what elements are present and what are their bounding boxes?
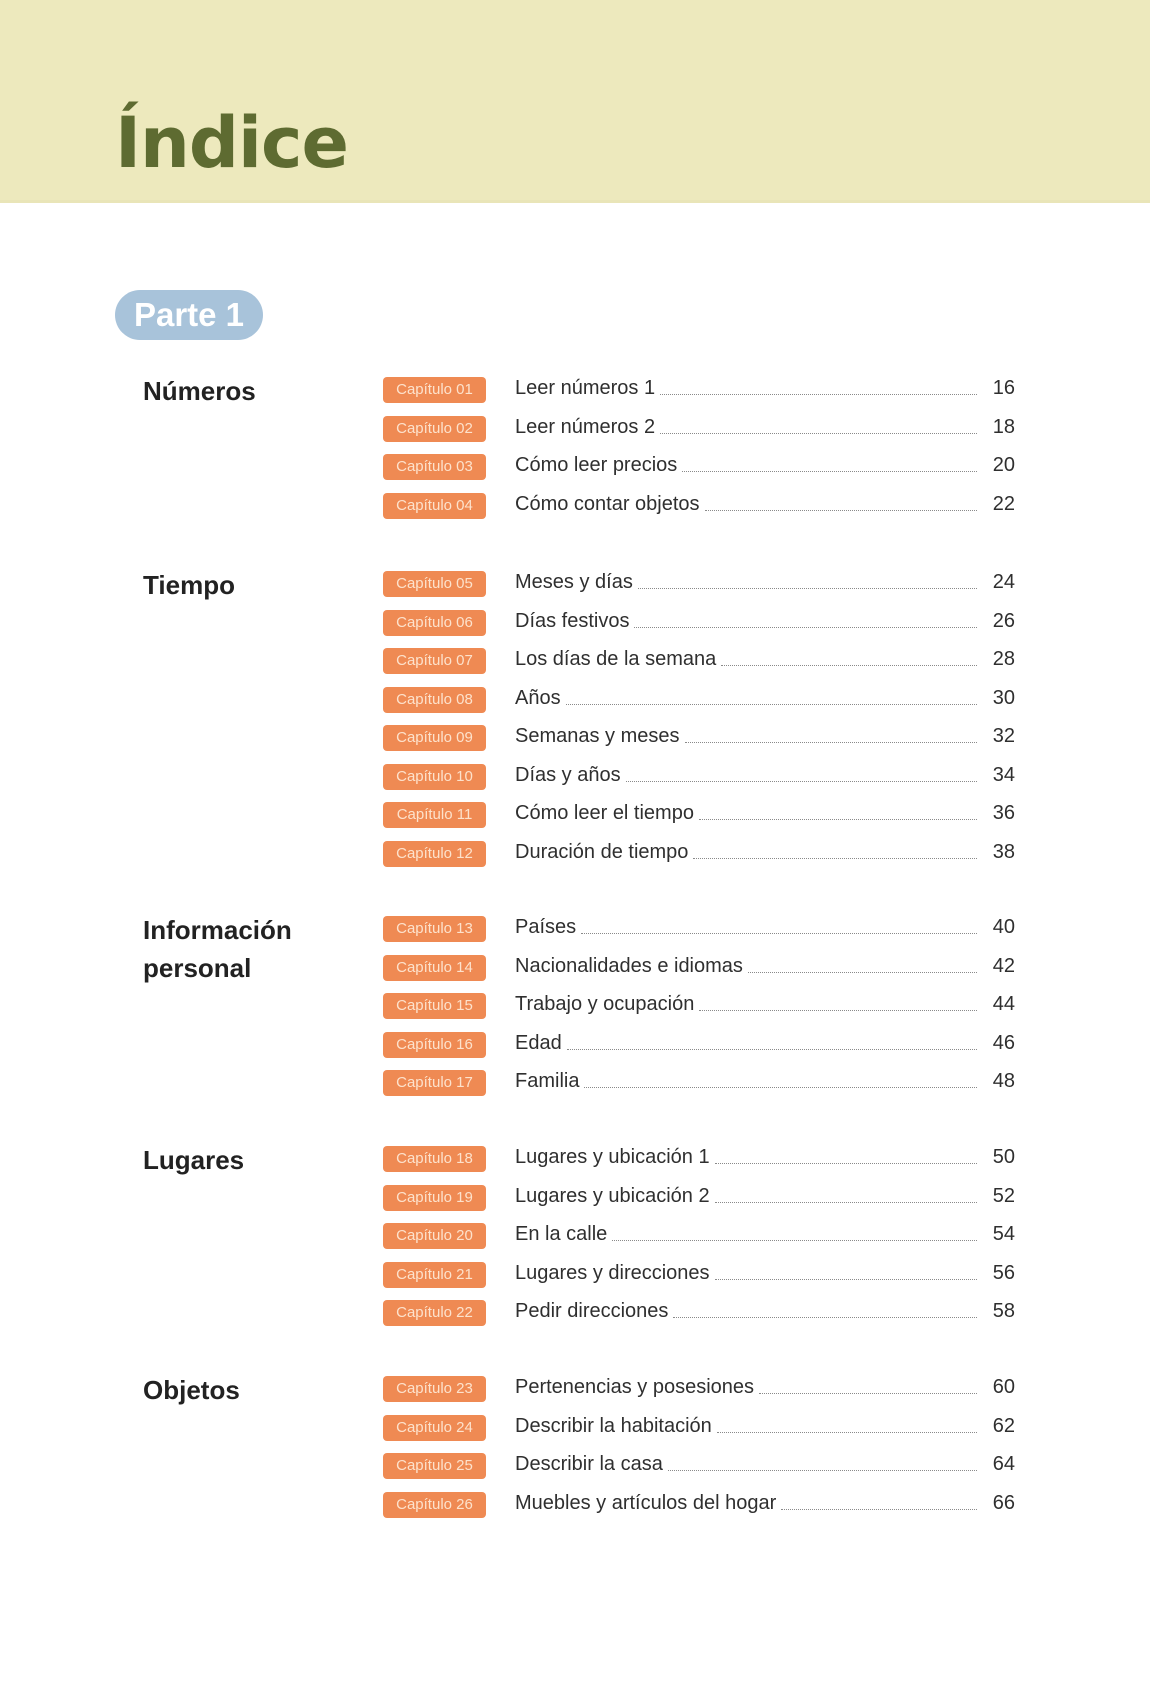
chapter-badge: Capítulo 04 — [383, 493, 486, 519]
entry-title[interactable]: Cómo contar objetos — [515, 492, 700, 515]
toc-entry[interactable] — [0, 1448, 1150, 1487]
dot-leader — [566, 703, 977, 705]
entry-line — [515, 452, 1015, 478]
dot-leader — [567, 1048, 977, 1050]
page-number: 46 — [992, 1031, 1015, 1054]
dot-leader — [715, 1201, 977, 1203]
entry-line — [515, 1413, 1015, 1439]
toc-entry[interactable] — [0, 836, 1150, 875]
entry-line — [515, 685, 1015, 711]
chapter-badge: Capítulo 23 — [383, 1376, 486, 1402]
entry-title[interactable]: Duración de tiempo — [515, 840, 689, 863]
entry-line — [515, 375, 1015, 401]
chapter-badge: Capítulo 06 — [383, 610, 486, 636]
section-title: Lugares — [143, 1145, 245, 1175]
page-number: 66 — [992, 1491, 1015, 1514]
entry-line — [515, 414, 1015, 440]
chapter-badge: Capítulo 22 — [383, 1300, 486, 1326]
chapter-badge: Capítulo 16 — [383, 1032, 486, 1058]
toc-entry[interactable] — [0, 1371, 1150, 1410]
page-number: 24 — [992, 571, 1015, 593]
dot-leader — [584, 1086, 977, 1088]
dot-leader — [693, 857, 977, 859]
toc-entry[interactable] — [0, 720, 1150, 759]
entry-line — [515, 608, 1015, 634]
dot-leader — [699, 1009, 977, 1011]
chapter-badge: Capítulo 20 — [383, 1223, 486, 1249]
entry-line — [515, 914, 1015, 940]
toc-entry[interactable] — [0, 911, 1150, 950]
part-badge: Parte 1 — [115, 290, 263, 340]
chapter-badge: Capítulo 25 — [383, 1453, 486, 1479]
chapter-badge: Capítulo 14 — [383, 955, 486, 981]
dot-leader — [581, 932, 977, 934]
page-number: 20 — [992, 454, 1015, 476]
page-number: 32 — [992, 725, 1015, 747]
entry-line — [515, 1068, 1015, 1094]
dot-leader — [612, 1239, 977, 1241]
page-number: 44 — [992, 993, 1015, 1015]
section-title: Números — [143, 376, 256, 406]
entry-title[interactable]: Lugares y ubicación 2 — [515, 1184, 710, 1207]
entry-line — [515, 723, 1015, 749]
entry-line — [515, 1221, 1015, 1247]
toc-entry[interactable] — [0, 797, 1150, 836]
page-number: 36 — [992, 802, 1015, 824]
page-number: 26 — [992, 609, 1015, 632]
page-number: 30 — [992, 686, 1015, 709]
page-number: 50 — [992, 1146, 1015, 1168]
entry-title[interactable]: Cómo leer precios — [515, 454, 678, 476]
chapter-badge: Capítulo 09 — [383, 725, 486, 751]
toc-entry[interactable] — [0, 566, 1150, 605]
toc-entry[interactable] — [0, 1141, 1150, 1180]
chapter-badge: Capítulo 08 — [383, 687, 486, 713]
entry-line — [515, 1183, 1015, 1209]
toc-entry[interactable] — [0, 1218, 1150, 1257]
entry-title[interactable]: Días y años — [515, 763, 621, 786]
dot-leader — [638, 587, 977, 589]
page-number: 52 — [992, 1184, 1015, 1207]
chapter-badge: Capítulo 02 — [383, 416, 486, 442]
entry-line — [515, 953, 1015, 979]
dot-leader — [682, 470, 977, 472]
entry-line — [515, 491, 1015, 517]
chapter-badge: Capítulo 18 — [383, 1146, 486, 1172]
chapter-badge: Capítulo 11 — [383, 802, 486, 828]
chapter-badge: Capítulo 26 — [383, 1492, 486, 1518]
dot-leader — [668, 1469, 977, 1471]
toc-entry[interactable] — [0, 372, 1150, 411]
entry-title[interactable]: Años — [515, 686, 561, 709]
page-number: 60 — [992, 1376, 1015, 1398]
entry-title[interactable]: Los días de la semana — [515, 648, 717, 670]
entry-line — [515, 1260, 1015, 1286]
dot-leader — [781, 1508, 977, 1510]
chapter-badge: Capítulo 13 — [383, 916, 486, 942]
dot-leader — [715, 1162, 977, 1164]
entry-line — [515, 1490, 1015, 1516]
toc-entry[interactable] — [0, 988, 1150, 1027]
entry-title[interactable]: Trabajo y ocupación — [515, 993, 695, 1015]
toc-entry[interactable] — [0, 1065, 1150, 1104]
dot-leader — [717, 1431, 977, 1433]
toc-entry[interactable] — [0, 1295, 1150, 1334]
dot-leader — [685, 741, 977, 743]
toc-entry[interactable] — [0, 1180, 1150, 1219]
entry-title[interactable]: Leer números 1 — [515, 377, 656, 399]
entry-title[interactable]: Lugares y direcciones — [515, 1261, 710, 1284]
dot-leader — [705, 509, 977, 511]
page-number: 28 — [992, 648, 1015, 670]
chapter-badge: Capítulo 24 — [383, 1415, 486, 1441]
dot-leader — [673, 1316, 977, 1318]
dot-leader — [699, 818, 977, 820]
entry-line — [515, 800, 1015, 826]
chapter-badge: Capítulo 01 — [383, 377, 486, 403]
toc-entry[interactable] — [0, 1410, 1150, 1449]
toc-entry[interactable] — [0, 488, 1150, 527]
chapter-badge: Capítulo 10 — [383, 764, 486, 790]
toc-entry[interactable] — [0, 1257, 1150, 1296]
dot-leader — [660, 393, 977, 395]
page-number: 42 — [992, 954, 1015, 977]
entry-line — [515, 1374, 1015, 1400]
toc-entry[interactable] — [0, 682, 1150, 721]
page-number: 40 — [992, 916, 1015, 938]
entry-line — [515, 762, 1015, 788]
dot-leader — [759, 1392, 977, 1394]
chapter-badge: Capítulo 03 — [383, 454, 486, 480]
toc-entry[interactable] — [0, 950, 1150, 989]
toc-entry[interactable] — [0, 1487, 1150, 1526]
entry-line — [515, 839, 1015, 865]
entry-title[interactable]: Meses y días — [515, 571, 633, 593]
page-number: 48 — [992, 1070, 1015, 1092]
page-number: 38 — [992, 840, 1015, 863]
page-number: 58 — [992, 1300, 1015, 1322]
chapter-badge: Capítulo 21 — [383, 1262, 486, 1288]
entry-line — [515, 1030, 1015, 1056]
toc-entry[interactable] — [0, 1027, 1150, 1066]
page-number: 18 — [992, 415, 1015, 438]
toc-entry[interactable] — [0, 643, 1150, 682]
dot-leader — [748, 971, 977, 973]
toc-entry[interactable] — [0, 449, 1150, 488]
entry-title[interactable]: Pedir direcciones — [515, 1300, 669, 1322]
entry-title[interactable]: Edad — [515, 1031, 562, 1054]
entry-title[interactable]: Países — [515, 916, 577, 938]
page-number: 62 — [992, 1414, 1015, 1437]
chapter-badge: Capítulo 17 — [383, 1070, 486, 1096]
page-title: Índice — [115, 102, 348, 184]
section-title: Objetos — [143, 1375, 240, 1405]
page-number: 34 — [992, 763, 1015, 786]
page-number: 16 — [992, 377, 1015, 399]
entry-title[interactable]: Lugares y ubicación 1 — [515, 1146, 710, 1168]
entry-line — [515, 1298, 1015, 1324]
entry-title[interactable]: Días festivos — [515, 609, 630, 632]
chapter-badge: Capítulo 19 — [383, 1185, 486, 1211]
entry-title[interactable]: Semanas y meses — [515, 725, 680, 747]
page-number: 56 — [992, 1261, 1015, 1284]
entry-title[interactable]: Nacionalidades e idiomas — [515, 954, 743, 977]
page-number: 64 — [992, 1453, 1015, 1475]
entry-title[interactable]: Describir la casa — [515, 1453, 663, 1475]
toc-entry[interactable] — [0, 605, 1150, 644]
entry-title[interactable]: Describir la habitación — [515, 1414, 712, 1437]
entry-title[interactable]: En la calle — [515, 1223, 608, 1245]
entry-line — [515, 646, 1015, 672]
section-title: Tiempo — [143, 570, 235, 600]
chapter-badge: Capítulo 07 — [383, 648, 486, 674]
entry-line — [515, 1144, 1015, 1170]
page-number: 54 — [992, 1223, 1015, 1245]
entry-title[interactable]: Familia — [515, 1070, 580, 1092]
entry-title[interactable]: Pertenencias y posesiones — [515, 1376, 755, 1398]
chapter-badge: Capítulo 15 — [383, 993, 486, 1019]
entry-line — [515, 991, 1015, 1017]
entry-title[interactable]: Cómo leer el tiempo — [515, 802, 694, 824]
chapter-badge: Capítulo 05 — [383, 571, 486, 597]
toc-entry[interactable] — [0, 759, 1150, 798]
dot-leader — [660, 432, 977, 434]
dot-leader — [634, 626, 977, 628]
dot-leader — [715, 1278, 977, 1280]
section-title: Información personal — [143, 915, 292, 983]
toc-entry[interactable] — [0, 411, 1150, 450]
entry-line — [515, 1451, 1015, 1477]
dot-leader — [721, 664, 977, 666]
page-number: 22 — [992, 492, 1015, 515]
entry-title[interactable]: Leer números 2 — [515, 415, 656, 438]
entry-line — [515, 569, 1015, 595]
chapter-badge: Capítulo 12 — [383, 841, 486, 867]
entry-title[interactable]: Muebles y artículos del hogar — [515, 1491, 777, 1514]
dot-leader — [626, 780, 977, 782]
